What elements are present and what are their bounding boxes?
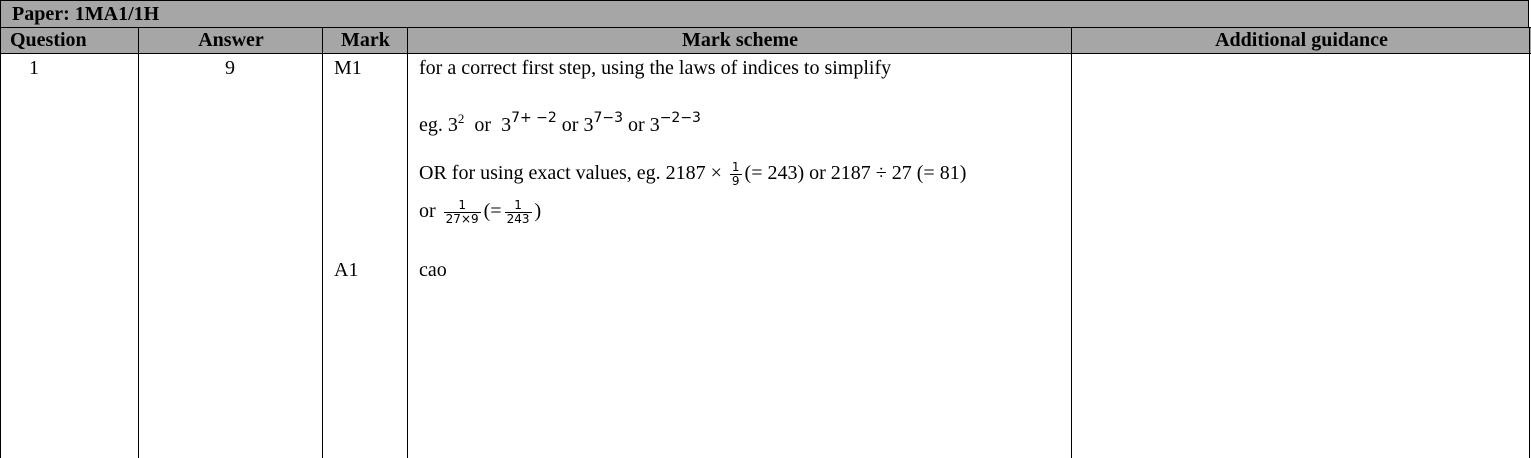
power-base: 3 [649,114,660,136]
exponent: 2 [457,111,465,126]
column-divider [138,27,139,458]
exact-values-text: OR for using exact values, eg. 2187 × [419,162,722,185]
scheme-line-fraction-alt [419,199,541,226]
header-answer: Answer [198,29,264,51]
answer-value: 9 [225,57,235,79]
fraction-denominator: 9 [731,174,740,188]
question-number: 1 [29,57,39,79]
power-base: 3 [583,114,594,136]
exact-values-continuation: (= 243) or 2187 ÷ 27 (= 81) [744,162,967,185]
fraction [444,199,481,226]
header-mark: Mark [341,29,390,51]
scheme-line-exact-values [419,161,966,188]
table-header-row [0,27,1531,54]
or-text: or [419,200,436,223]
header-mark-scheme: Mark scheme [681,29,799,51]
example-prefix: eg. 3 [419,114,458,136]
mark-a1: A1 [334,259,359,281]
scheme-line-first-step: for a correct first step, using the laws of indices to simplify [419,57,892,79]
or-text: or [628,114,645,136]
scheme-a1-text: cao [419,259,447,281]
fraction-denominator: 243 [506,212,530,226]
power-base: 3 [501,114,512,136]
paper-title: Paper: 1MA1/1H [0,0,1529,27]
fraction [505,199,532,226]
column-divider [407,27,408,458]
or-text: or [474,114,492,136]
header-question: Question [10,29,87,51]
fraction-numerator: 1 [458,198,466,212]
fraction-numerator: 1 [514,198,522,212]
fraction [730,161,742,188]
or-text: or [561,114,579,136]
column-divider [0,27,1,458]
column-divider [322,27,323,458]
fraction-numerator: 1 [731,160,740,174]
column-divider [1071,27,1072,458]
scheme-line-examples [419,106,701,137]
close-bracket: ) [534,200,542,223]
column-divider [1529,27,1530,458]
fraction-denominator: 27×9 [445,212,479,226]
exponent: 7+ −2 [511,110,557,126]
header-additional-guidance: Additional guidance [1215,29,1388,51]
open-bracket-equals: (= [483,200,502,223]
mark-m1: M1 [334,57,362,79]
exponent: 7−3 [593,110,624,126]
exponent: −2−3 [659,110,701,126]
